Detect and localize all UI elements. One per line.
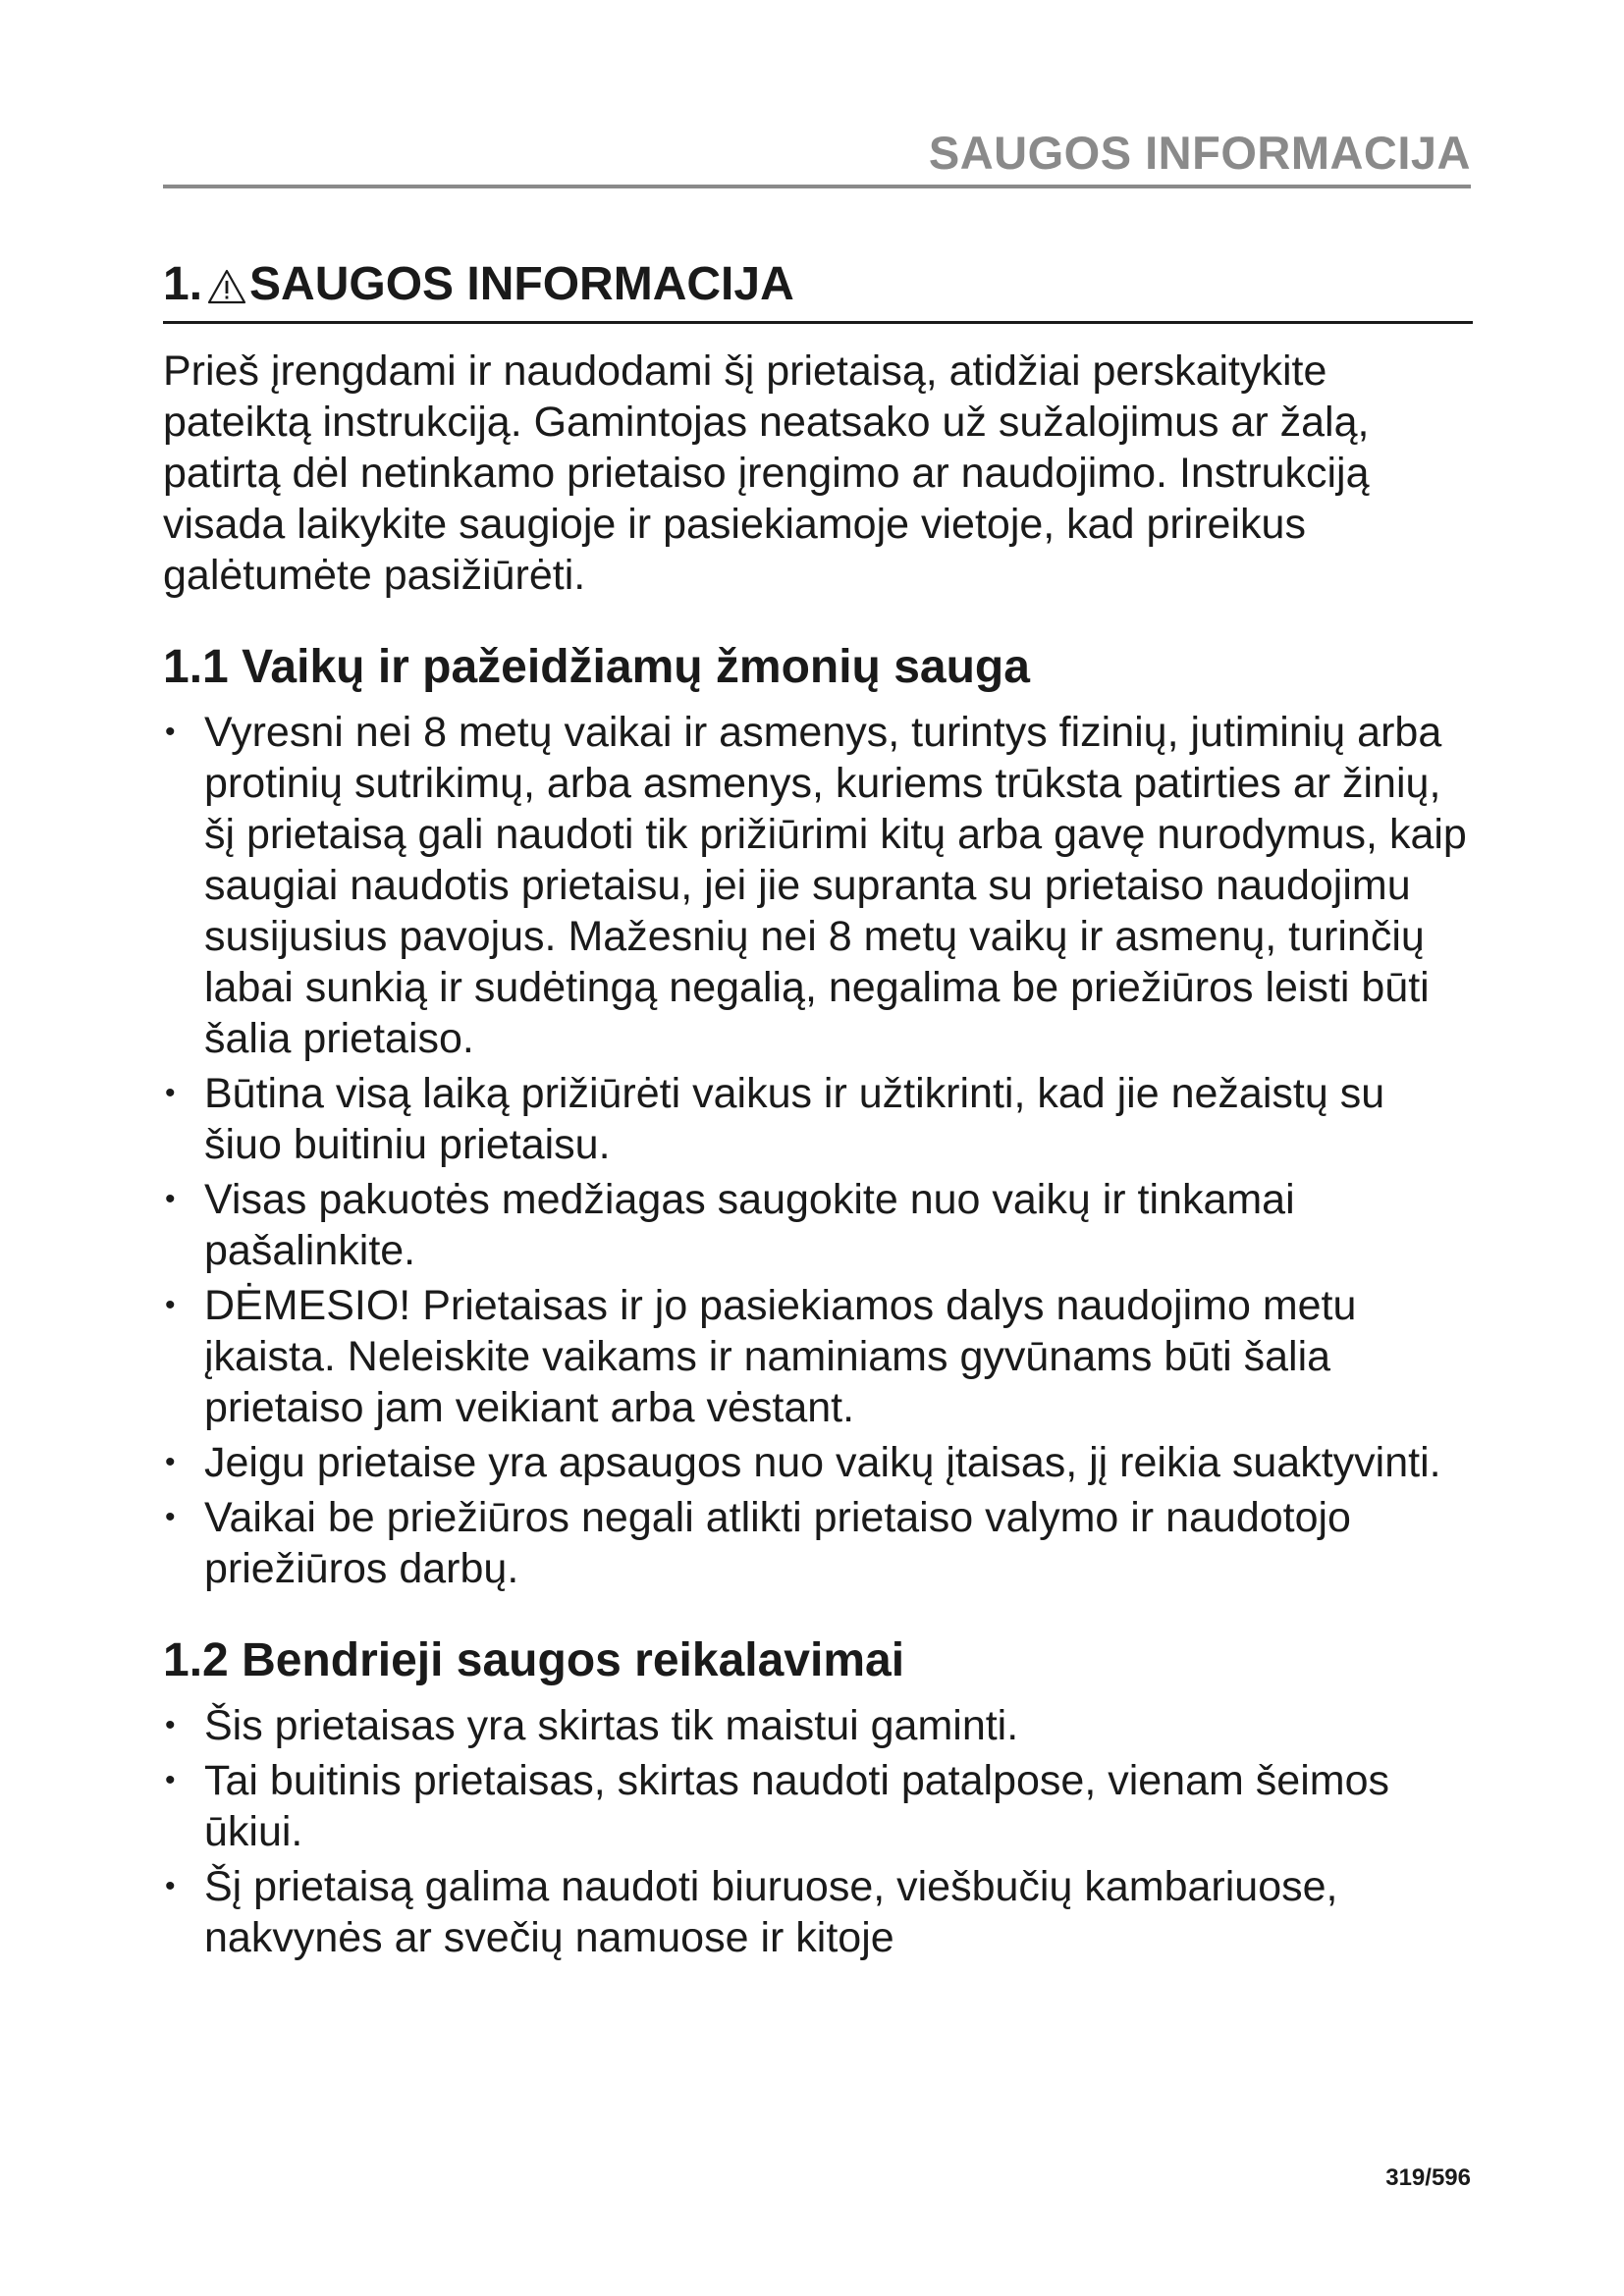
list-item: • Būtina visą laiką prižiūrėti vaikus ir užtikrinti, kad jie nežaistų su šiuo buitiniu prietaisu.: [163, 1068, 1473, 1170]
general-safety-list: [163, 1700, 1473, 1963]
chapter-title: [163, 257, 1473, 324]
warning-triangle-icon: [206, 268, 247, 305]
list-item: • Tai buitinis prietaisas, skirtas naudoti patalpose, vienam šeimos ūkiui.: [163, 1755, 1473, 1857]
list-item: • Šis prietaisas yra skirtas tik maistui gaminti.: [163, 1700, 1473, 1751]
page-number: 319/596: [1385, 2164, 1471, 2191]
list-item: • Vyresni nei 8 metų vaikai ir asmenys, turintys fizinių, jutiminių arba protinių sutrikimų, arba asmenys, kuriems trūksta patirties ar žinių, šį prietaisą gali naudoti tik prižiūrimi kitų arba gavę nurodymus, kaip saugiai naudotis prietaisu, jei jie supranta su prietaiso naudojimu susijusius pavojus. Mažesnių nei 8 metų vaikų ir asmenų, turinčių labai sunkią ir sudėtingą negalią, negalima be priežiūros leisti būti šalia prietaiso.: [163, 707, 1473, 1064]
page-content: [163, 257, 1473, 1967]
children-safety-list: [163, 707, 1473, 1594]
chapter-number: 1.: [163, 258, 203, 310]
running-header: SAUGOS INFORMACIJA: [928, 127, 1471, 179]
list-item: • Vaikai be priežiūros negali atlikti prietaiso valymo ir naudotojo priežiūros darbų.: [163, 1492, 1473, 1594]
intro-paragraph: Prieš įrengdami ir naudodami šį prietaisą, atidžiai perskaitykite pateiktą instrukciją. Gamintojas neatsako už sužalojimus ar žalą, patirtą dėl netinkamo prietaiso įrengimo ar naudojimo. Instrukciją visada laikykite saugioje ir pasiekiamoje vietoje, kad prireikus galėtumėte pasižiūrėti.: [163, 347, 1370, 599]
list-item: • DĖMESIO! Prietaisas ir jo pasiekiamos dalys naudojimo metu įkaista. Neleiskite vaikams ir naminiams gyvūnams būti šalia prietaiso jam veikiant arba vėstant.: [163, 1280, 1473, 1433]
list-item: • Jeigu prietaise yra apsaugos nuo vaikų įtaisas, jį reikia suaktyvinti.: [163, 1437, 1473, 1488]
header-rule: [163, 185, 1471, 188]
list-item: • Šį prietaisą galima naudoti biuruose, viešbučių kambariuose, nakvynės ar svečių namuose ir kitoje: [163, 1861, 1473, 1963]
section-title-children-safety: 1.1 Vaikų ir pažeidžiamų žmonių sauga: [163, 641, 1030, 693]
chapter-title-text: SAUGOS INFORMACIJA: [249, 258, 794, 310]
section-title-general-safety: 1.2 Bendrieji saugos reikalavimai: [163, 1634, 905, 1686]
list-item: • Visas pakuotės medžiagas saugokite nuo vaikų ir tinkamai pašalinkite.: [163, 1174, 1473, 1276]
